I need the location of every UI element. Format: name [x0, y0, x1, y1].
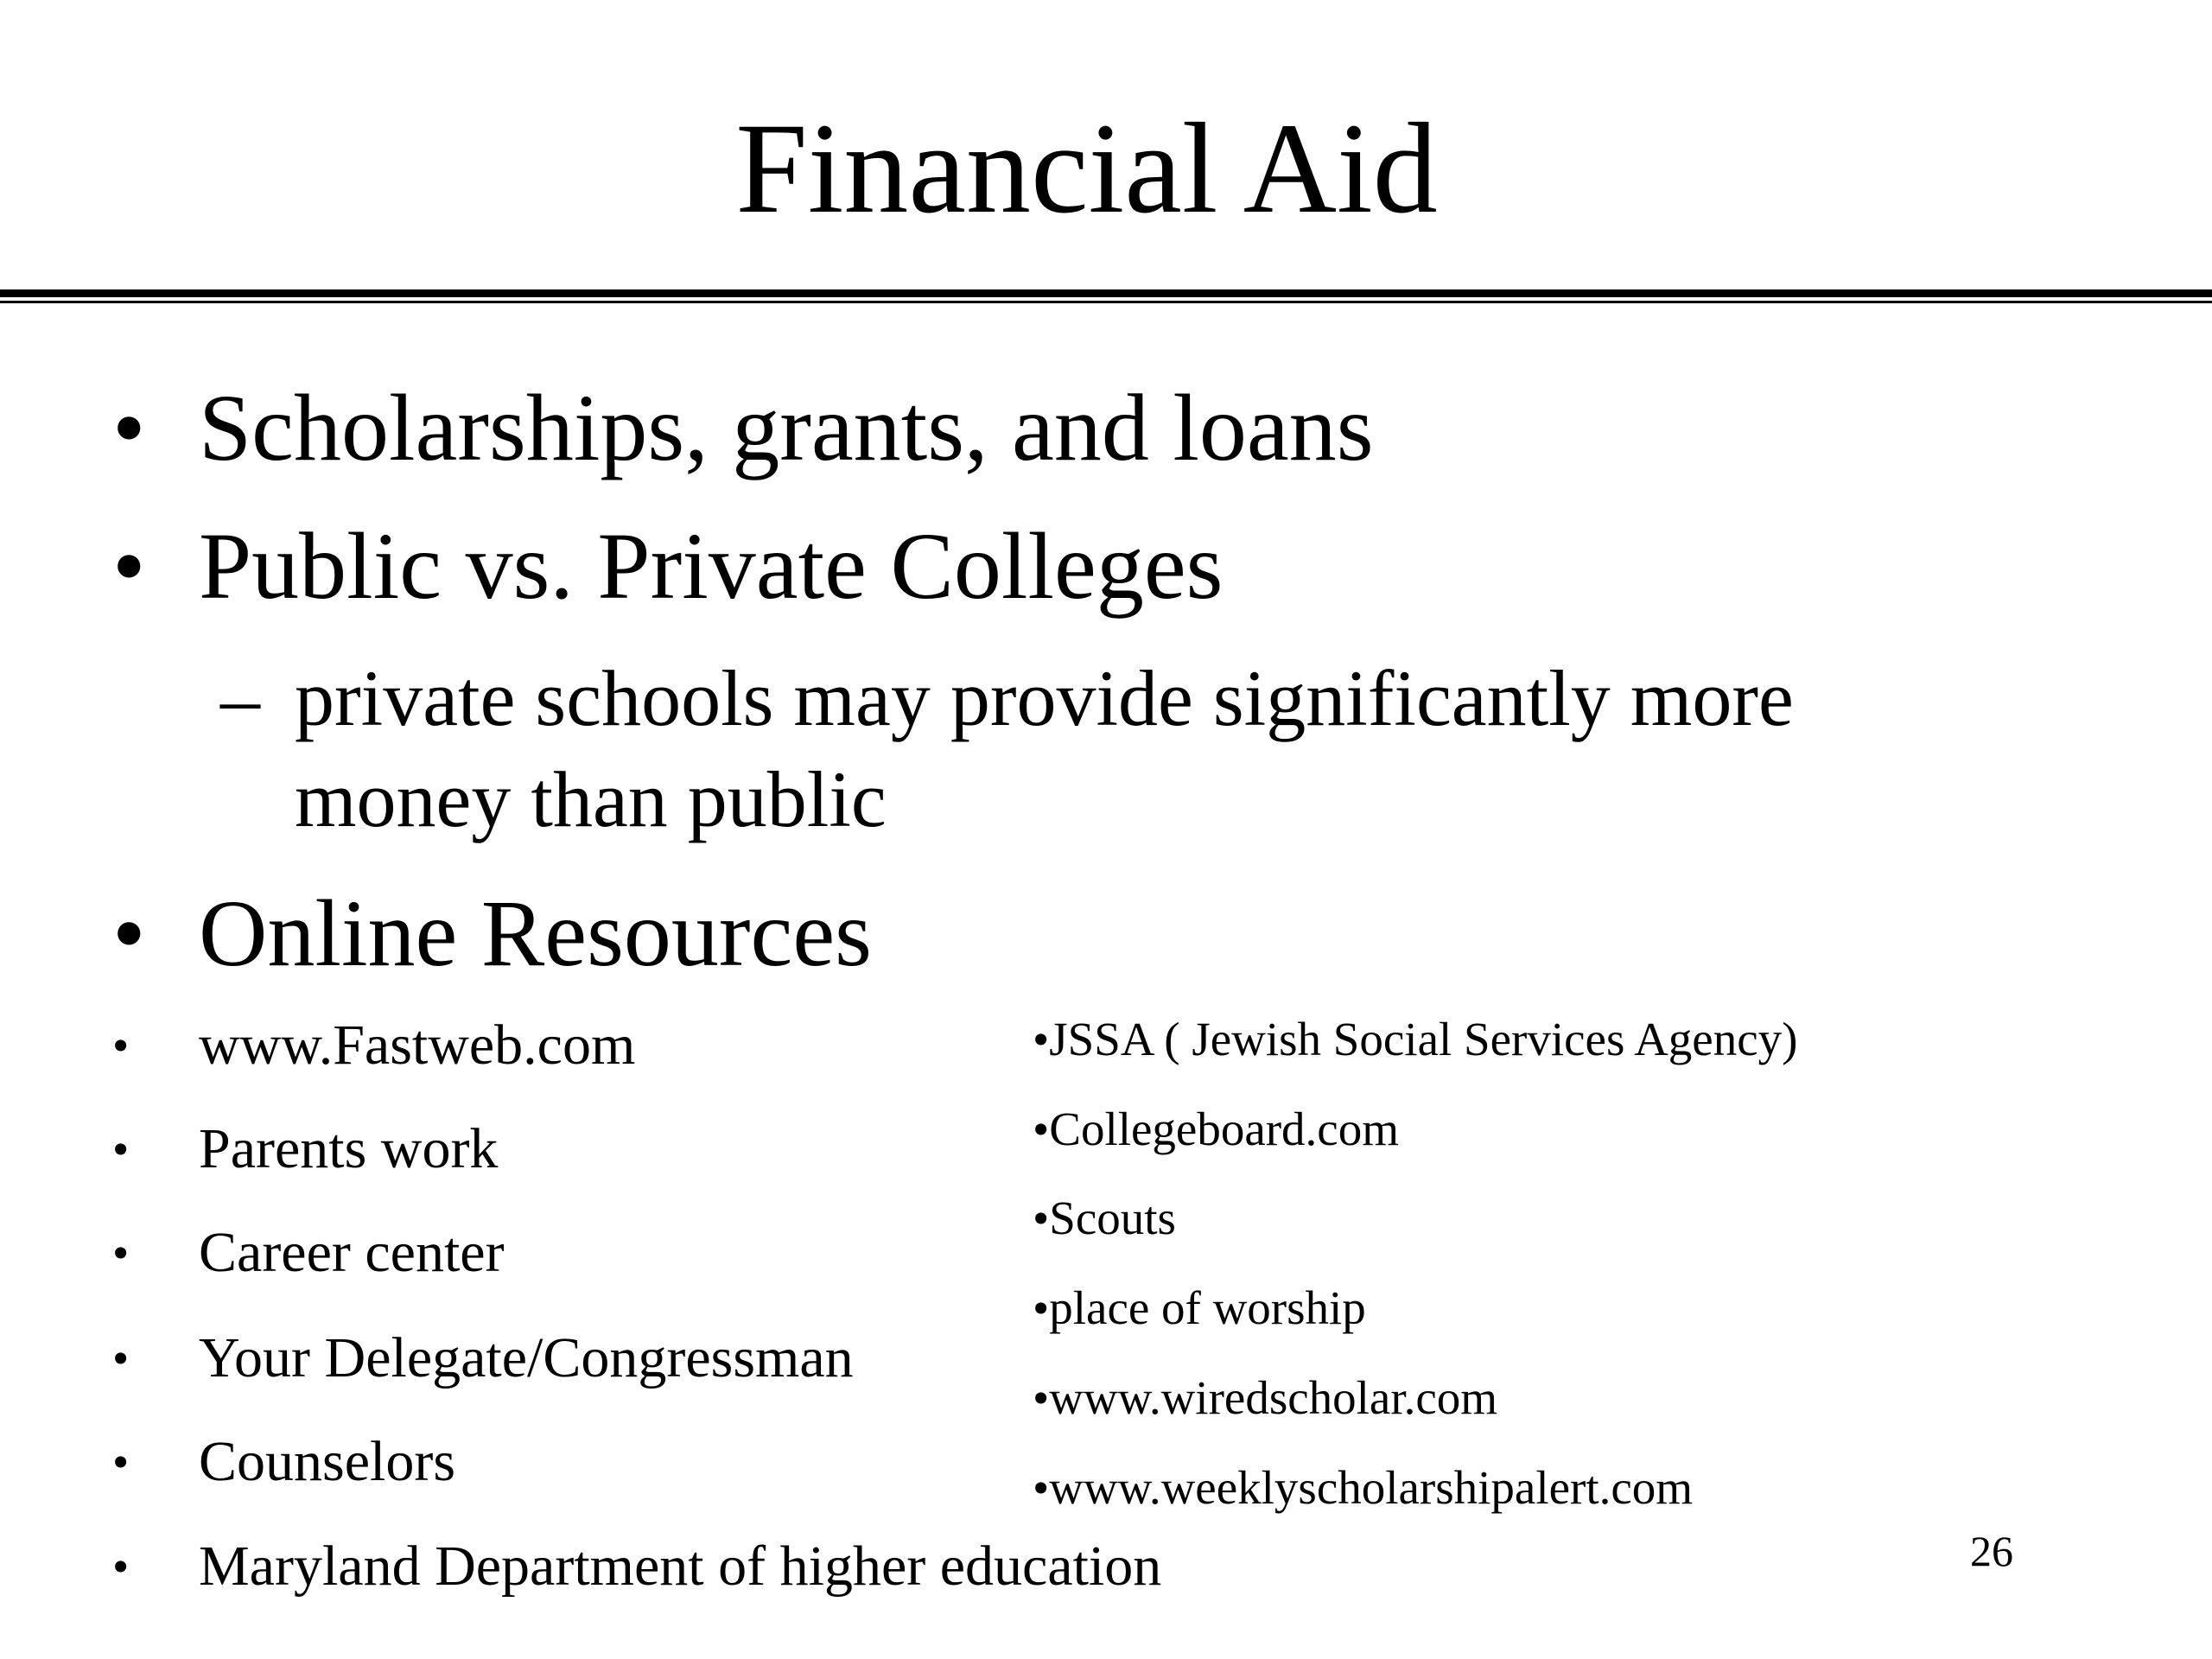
resource-item-collegeboard: •Collegeboard.com — [1033, 1103, 1399, 1155]
resource-item-wiredscholar: •www.wiredscholar.com — [1033, 1371, 1498, 1424]
bullet-text: Scholarships, grants, and loans — [199, 375, 1374, 480]
title-divider-thin — [0, 301, 2212, 303]
dash-marker: – — [220, 654, 260, 742]
bullet-marker: • — [112, 1226, 130, 1279]
resource-text: Counselors — [199, 1430, 455, 1493]
page-number: 26 — [1970, 1527, 2013, 1575]
resource-text: Your Delegate/Congressman — [199, 1326, 854, 1389]
bullet-marker: • — [112, 1019, 130, 1071]
bullet-marker: • — [112, 1122, 130, 1175]
bullet-item-public-vs-private — [0, 501, 2074, 631]
resource-text: Career center — [199, 1221, 505, 1284]
bullet-marker: • — [112, 513, 146, 619]
bullet-marker: • — [112, 375, 146, 480]
bullet-text: Online Resources — [199, 880, 872, 986]
bullet-marker: • — [112, 1332, 130, 1384]
resource-item-scouts: •Scouts — [1033, 1192, 1176, 1244]
resource-item-fastweb — [0, 1007, 1037, 1084]
resource-item-jssa: •JSSA ( Jewish Social Services Agency) — [1033, 1013, 1798, 1065]
resource-item-weeklyscholarshipalert: •www.weeklyscholarshipalert.com — [1033, 1461, 1694, 1514]
resource-item-place-of-worship: •place of worship — [1033, 1281, 1366, 1334]
bullet-text: Public vs. Private Colleges — [199, 513, 1224, 619]
resource-item-delegate — [0, 1319, 1037, 1397]
bullet-marker: • — [112, 880, 146, 986]
sub-bullet-text: private schools may provide significantly more money than public — [295, 654, 1794, 843]
resource-item-counselors — [0, 1423, 1037, 1501]
title-divider-thick — [0, 289, 2212, 297]
bullet-item-online-resources — [0, 868, 2074, 998]
bullet-marker: • — [112, 1435, 130, 1488]
resource-text: Maryland Department of higher education — [199, 1535, 1162, 1598]
resource-item-career-center — [0, 1214, 1037, 1292]
slide-title: Financial Aid — [735, 97, 1438, 240]
resource-item-maryland-dept — [0, 1528, 1162, 1605]
resource-text: Parents work — [199, 1117, 499, 1180]
bullet-item-scholarships — [0, 363, 2074, 493]
bullet-marker: • — [112, 1540, 130, 1592]
resource-item-parents-work — [0, 1110, 1037, 1188]
resource-text: www.Fastweb.com — [199, 1014, 636, 1077]
